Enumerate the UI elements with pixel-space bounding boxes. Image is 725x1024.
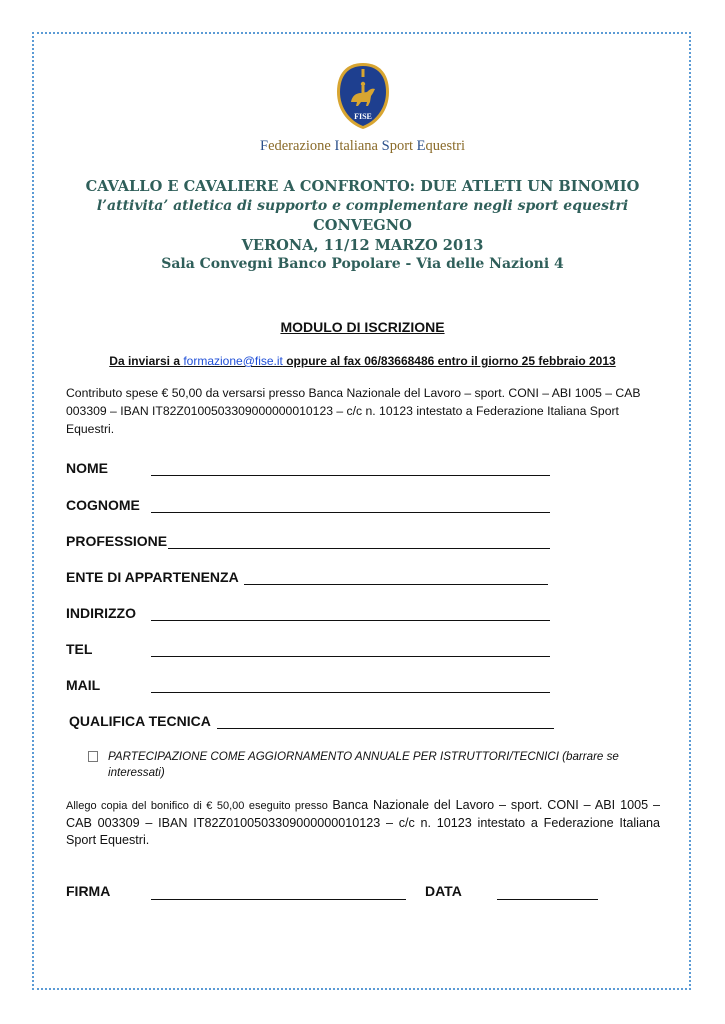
nome-input-line[interactable] bbox=[151, 475, 550, 476]
tel-input-line[interactable] bbox=[151, 656, 550, 657]
federation-name-part: S bbox=[381, 138, 390, 154]
field-cognome bbox=[66, 497, 140, 513]
send-prefix: Da inviarsi a bbox=[109, 354, 184, 368]
event-subtitle: l’attivita’ atletica di supporto e complementare negli sport equestri bbox=[96, 197, 629, 214]
field-qualifica bbox=[69, 713, 211, 729]
logo bbox=[0, 62, 725, 135]
field-professione bbox=[66, 533, 167, 549]
field-tel bbox=[66, 641, 92, 657]
field-label: MAIL bbox=[66, 677, 101, 693]
participation-checkbox[interactable] bbox=[88, 751, 98, 762]
field-label: COGNOME bbox=[66, 497, 140, 513]
ente-input-line[interactable] bbox=[244, 584, 548, 585]
signature-field bbox=[66, 883, 110, 899]
indirizzo-input-line[interactable] bbox=[151, 620, 550, 621]
qualifica-input-line[interactable] bbox=[217, 728, 554, 729]
statement-details: Banca Nazionale del Lavoro – sport. CONI – ABI 1005 – CAB 003309 – IBAN IT82Z0100503309000000010123 – c/c n. 10123 intestato a Federazione Italiana Sport Equestri. bbox=[66, 798, 660, 847]
logo-badge-text: FISE bbox=[353, 112, 372, 121]
date-label: DATA bbox=[425, 883, 462, 899]
horse-rider-shield-icon bbox=[334, 62, 392, 130]
bank-transfer-statement bbox=[66, 797, 660, 849]
payment-info: Contributo spese € 50,00 da versarsi presso Banca Nazionale del Lavoro – sport. CONI – ABI 1005 – CAB 003309 – IBAN IT82Z0100503309000000010123 – c/c n. 10123 intestato a Federazione Italiana Sport Equestri. bbox=[66, 386, 641, 436]
event-date: VERONA, 11/12 MARZO 2013 bbox=[241, 236, 484, 254]
federation-name-part: ederazione bbox=[268, 138, 335, 154]
event-type: CONVEGNO bbox=[313, 217, 412, 234]
signature-label: FIRMA bbox=[66, 883, 111, 899]
mail-input-line[interactable] bbox=[151, 692, 550, 693]
federation-name-part: I bbox=[334, 138, 340, 154]
federation-name bbox=[0, 138, 725, 155]
date-input-line[interactable] bbox=[497, 883, 598, 900]
field-label: TEL bbox=[66, 641, 93, 657]
participation-label: PARTECIPAZIONE COME AGGIORNAMENTO ANNUALE PER ISTRUTTORI/TECNICI (barrare se interessati) bbox=[108, 750, 619, 779]
federation-name-part: E bbox=[416, 138, 426, 154]
professione-input-line[interactable] bbox=[168, 548, 550, 549]
field-label: PROFESSIONE bbox=[66, 533, 168, 549]
event-title: CAVALLO E CAVALIERE A CONFRONTO: DUE ATLETI UN BINOMIO bbox=[85, 178, 640, 195]
date-field bbox=[425, 883, 462, 899]
field-label: ENTE DI APPARTENENZA bbox=[66, 569, 239, 585]
event-titles bbox=[60, 177, 665, 275]
federation-name-part: port bbox=[389, 138, 417, 154]
event-venue: Sala Convegni Banco Popolare - Via delle Nazioni 4 bbox=[161, 256, 564, 272]
statement-intro: Allego copia del bonifico di € 50,00 eseguito presso bbox=[66, 800, 333, 812]
field-label: INDIRIZZO bbox=[66, 605, 136, 621]
field-mail bbox=[66, 677, 100, 693]
field-indirizzo bbox=[66, 605, 136, 621]
signature-input-line[interactable] bbox=[151, 883, 406, 900]
federation-name-part: questri bbox=[425, 138, 465, 154]
field-label: QUALIFICA TECNICA bbox=[69, 713, 211, 729]
field-ente bbox=[66, 569, 239, 585]
federation-name-part: F bbox=[259, 138, 269, 154]
cognome-input-line[interactable] bbox=[151, 512, 550, 513]
email-link[interactable]: formazione@fise.it bbox=[183, 354, 283, 368]
send-suffix: oppure al fax 06/83668486 entro il giorno 25 febbraio 2013 bbox=[282, 354, 616, 368]
participation-option bbox=[88, 749, 658, 781]
field-nome bbox=[66, 460, 108, 476]
send-instructions bbox=[0, 354, 725, 368]
form-title: MODULO DI ISCRIZIONE bbox=[280, 319, 445, 335]
federation-name-part: taliana bbox=[339, 138, 382, 154]
field-label: NOME bbox=[66, 460, 108, 476]
